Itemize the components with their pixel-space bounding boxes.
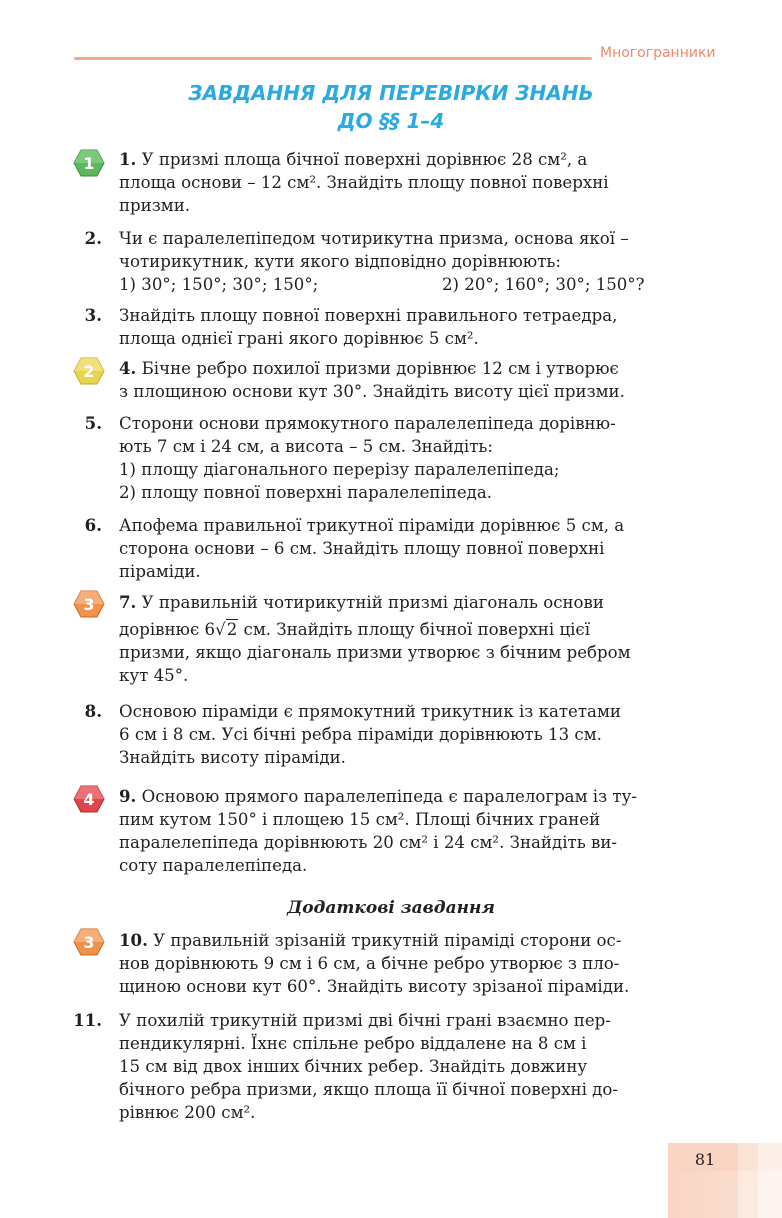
task-text: Основою піраміди є прямокутний трикутник із катетами	[119, 702, 621, 721]
task-text: кут 45°.	[119, 666, 189, 685]
task-text: Бічне ребро похилої призми дорівнює 12 см і утворює	[141, 359, 619, 378]
task-option: 2) 20°; 160°; 30°; 150°?	[442, 275, 645, 294]
task-text: Основою прямого паралелепіпеда є паралелограм із ту-	[141, 787, 637, 806]
task-text: см. Знайдіть площу бічної поверхні цієї	[238, 620, 591, 639]
level-3-icon	[73, 928, 105, 956]
task-text: чотирикутник, кути якого відповідно дорівнюють:	[119, 252, 562, 271]
task-text: соту паралелепіпеда.	[119, 856, 308, 875]
task-text: площа основи – 12 см². Знайдіть площу повної поверхні	[119, 173, 609, 192]
task-text: У похилій трикутній призмі дві бічні грані взаємно пер-	[119, 1011, 611, 1030]
task-text: Чи є паралелепіпедом чотирикутна призма, основа якої –	[119, 229, 629, 248]
level-3-label: 3	[83, 933, 95, 952]
task-1	[119, 148, 715, 217]
task-8	[119, 700, 715, 769]
task-number: 7.	[119, 592, 137, 612]
task-number: 5.	[84, 413, 102, 433]
task-text: У призмі площа бічної поверхні дорівнює 28 см², а	[141, 150, 588, 169]
level-3-icon	[73, 590, 105, 618]
task-text: сторона основи – 6 см. Знайдіть площу повної поверхні	[119, 539, 605, 558]
task-text: призми, якщо діагональ призми утворює з бічним ребром	[119, 643, 631, 662]
level-4-label: 4	[83, 790, 95, 809]
sqrt-symbol: √2	[215, 620, 238, 639]
sqrt-radicand: 2	[226, 620, 238, 639]
task-2	[119, 227, 715, 296]
task-number: 6.	[84, 515, 102, 535]
task-7	[119, 591, 715, 687]
task-text: пендикулярні. Їхнє спільне ребро віддалене на 8 см і	[119, 1034, 587, 1053]
task-text: Знайдіть площу повної поверхні правильного тетраедра,	[119, 306, 618, 325]
level-1-label: 1	[83, 154, 95, 173]
section-subheading: Додаткові завдання	[287, 898, 495, 918]
task-5	[119, 412, 715, 504]
task-text: пим кутом 150° і площею 15 см². Площі бічних граней	[119, 810, 601, 829]
task-text: У правильній зрізаній трикутній піраміді сторони ос-	[153, 931, 622, 950]
task-text: Апофема правильної трикутної піраміди дорівнює 5 см, а	[119, 516, 625, 535]
task-10	[119, 929, 715, 998]
task-number: 11.	[73, 1010, 102, 1030]
level-2-icon	[73, 357, 105, 385]
task-number: 1.	[119, 149, 137, 169]
page-title: ЗАВДАННЯ ДЛЯ ПЕРЕВІРКИ ЗНАНЬ	[188, 81, 594, 105]
task-4	[119, 357, 715, 403]
task-number: 9.	[119, 786, 137, 806]
page-number-decoration	[668, 1143, 782, 1218]
task-text: дорівнює 6	[119, 620, 216, 639]
task-option: 2) площу повної поверхні паралелепіпеда.	[119, 483, 493, 502]
task-number: 2.	[84, 228, 102, 248]
task-text: паралелепіпеда дорівнюють 20 см² і 24 см². Знайдіть ви-	[119, 833, 618, 852]
level-3-label: 3	[83, 595, 95, 614]
task-text: нов дорівнюють 9 см і 6 см, а бічне ребро утворює з пло-	[119, 954, 620, 973]
task-text: з площиною основи кут 30°. Знайдіть висоту цієї призми.	[119, 382, 625, 401]
level-1-icon	[73, 149, 105, 177]
task-11	[119, 1009, 715, 1124]
task-text: 6 см і 8 см. Усі бічні ребра піраміди дорівнюють 13 см.	[119, 725, 602, 744]
task-number: 10.	[119, 930, 148, 950]
task-text: піраміди.	[119, 562, 201, 581]
task-text: Сторони основи прямокутного паралелепіпеда дорівню-	[119, 414, 616, 433]
task-number: 4.	[119, 358, 137, 378]
task-text: площа однієї грані якого дорівнює 5 см².	[119, 329, 479, 348]
task-option: 1) 30°; 150°; 30°; 150°;	[119, 275, 319, 294]
level-2-label: 2	[83, 362, 95, 381]
task-text: ють 7 см і 24 см, а висота – 5 см. Знайдіть:	[119, 437, 493, 456]
task-text: Знайдіть висоту піраміди.	[119, 748, 346, 767]
page-subtitle: ДО §§ 1–4	[337, 109, 445, 133]
task-number: 3.	[84, 305, 102, 325]
task-text: призми.	[119, 196, 191, 215]
task-number: 8.	[84, 701, 102, 721]
task-text: У правильній чотирикутній призмі діагональ основи	[141, 593, 604, 612]
task-6	[119, 514, 715, 583]
section-title: Многогранники	[600, 45, 716, 61]
task-9	[119, 785, 715, 877]
task-text: щиною основи кут 60°. Знайдіть висоту зрізаної піраміди.	[119, 977, 630, 996]
page-number: 81	[694, 1150, 716, 1169]
task-3	[119, 304, 715, 350]
task-text: 15 см від двох інших бічних ребер. Знайдіть довжину	[119, 1057, 588, 1076]
task-text: бічного ребра призми, якщо площа її бічної поверхні до-	[119, 1080, 618, 1099]
task-option: 1) площу діагонального перерізу паралелепіпеда;	[119, 460, 560, 479]
header-rule	[74, 57, 592, 60]
level-4-icon	[73, 785, 105, 813]
task-text: рівнює 200 см².	[119, 1103, 256, 1122]
